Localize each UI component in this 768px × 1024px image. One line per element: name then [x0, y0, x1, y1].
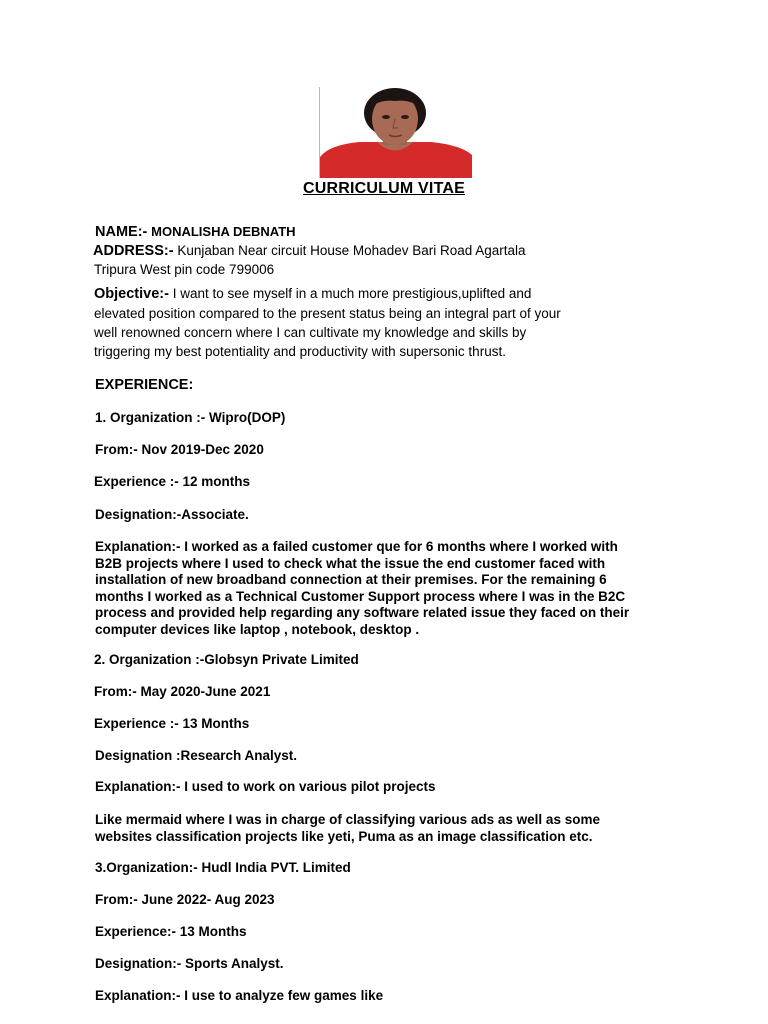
- address-line-2: Tripura West pin code 799006: [94, 262, 275, 277]
- explanation-line: computer devices like laptop , notebook, desktop .: [95, 621, 420, 637]
- job-1-explanation: [95, 539, 629, 638]
- job-2-organization: 2. Organization :-Globsyn Private Limited: [94, 652, 359, 667]
- objective-line: well renowned concern where I can cultivate my knowledge and skills by: [94, 325, 527, 340]
- photo-edge: [319, 87, 320, 178]
- job-2-experience: Experience :- 13 Months: [94, 716, 250, 731]
- job-3-organization: 3.Organization:- Hudl India PVT. Limited: [95, 860, 351, 875]
- name-row: [95, 224, 296, 240]
- explanation-line: months I worked as a Technical Customer Support process where I was in the B2C: [95, 588, 626, 604]
- name-label: NAME:-: [95, 224, 148, 240]
- job-1-organization: 1. Organization :- Wipro(DOP): [95, 410, 286, 425]
- document-title: CURRICULUM VITAE: [302, 180, 465, 197]
- job-3-designation: Designation:- Sports Analyst.: [95, 956, 284, 971]
- address-line-1: Kunjaban Near circuit House Mohadev Bari Road Agartala: [177, 243, 526, 258]
- job-1-from: From:- Nov 2019-Dec 2020: [95, 442, 264, 457]
- address-label: ADDRESS:-: [93, 243, 174, 259]
- details-line: Like mermaid where I was in charge of classifying various ads as well as some: [95, 812, 600, 827]
- job-2-explanation: Explanation:- I used to work on various pilot projects: [95, 779, 436, 794]
- experience-heading: EXPERIENCE:: [95, 377, 194, 393]
- objective-line: elevated position compared to the present status being an integral part of your: [94, 306, 561, 321]
- objective-line: triggering my best potentiality and productivity with supersonic thrust.: [94, 344, 506, 359]
- job-2-from: From:- May 2020-June 2021: [94, 684, 271, 699]
- job-3-from: From:- June 2022- Aug 2023: [95, 892, 275, 907]
- job-2-designation: Designation :Research Analyst.: [95, 748, 298, 763]
- objective-block: [94, 284, 561, 361]
- explanation-line: process and provided help regarding any software related issue they faced on their: [95, 605, 630, 620]
- address-row: [93, 243, 526, 259]
- profile-photo: [319, 87, 472, 178]
- explanation-line: B2B projects where I used to check what the issue the end customer faced with: [95, 555, 606, 571]
- name-value: MONALISHA DEBNATH: [151, 224, 296, 239]
- portrait-image: [319, 87, 472, 178]
- job-3-experience: Experience:- 13 Months: [95, 924, 247, 939]
- explanation-line: installation of new broadband connection at their premises. For the remaining 6: [95, 572, 607, 587]
- objective-line: Objective:- I want to see myself in a much more prestigious,uplifted and: [94, 286, 532, 302]
- explanation-line: Explanation:- I worked as a failed customer que for 6 months where I worked with: [95, 539, 618, 554]
- objective-label: Objective:-: [94, 286, 169, 302]
- details-line: websites classification projects like yeti, Puma as an image classification etc.: [95, 828, 593, 844]
- job-2-details: [95, 812, 600, 845]
- job-1-designation: Designation:-Associate.: [95, 507, 249, 522]
- job-3-explanation: Explanation:- I use to analyze few games like: [95, 988, 384, 1003]
- job-1-experience: Experience :- 12 months: [94, 474, 251, 489]
